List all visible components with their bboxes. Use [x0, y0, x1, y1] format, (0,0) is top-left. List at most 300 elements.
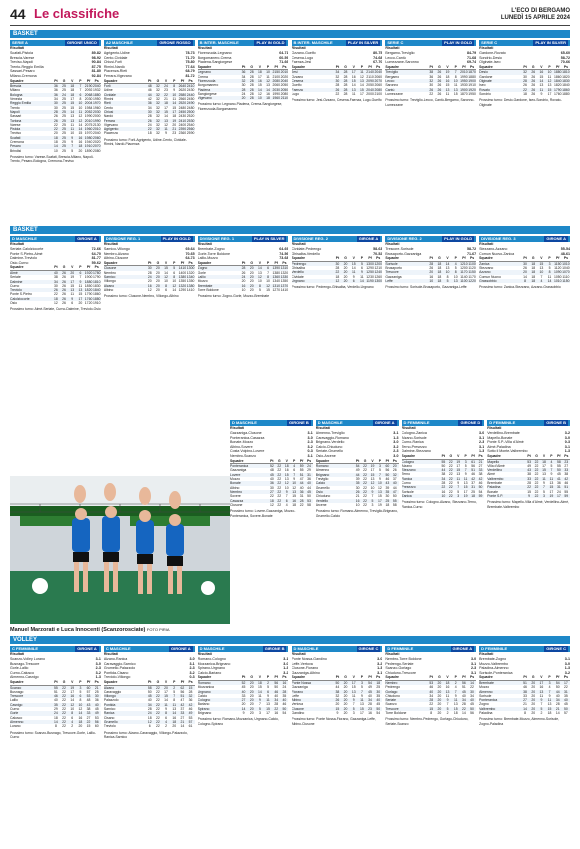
table-cell: 20	[343, 685, 348, 690]
table-cell: 46	[523, 685, 527, 690]
column-header: G	[438, 675, 441, 680]
column-header: Pt	[429, 256, 433, 261]
table-cell: 29	[307, 468, 311, 473]
table-cell: Calcio	[315, 481, 326, 486]
table-cell: 1920	[84, 270, 93, 275]
table-cell: Grassobbio	[479, 278, 497, 283]
table-cell: 2040	[92, 84, 101, 89]
table-cell: 45	[470, 702, 474, 707]
match-score: 70-52	[373, 251, 383, 256]
table-cell: 18	[292, 502, 297, 507]
table-cell: 22	[277, 472, 282, 477]
table-cell: 46	[471, 472, 475, 477]
table-cell: 2410	[186, 84, 195, 89]
table-cell: 33	[180, 711, 185, 716]
table-cell: 13	[360, 702, 364, 707]
table-cell: 22	[62, 698, 66, 703]
table-cell: 30	[53, 105, 58, 110]
table-cell: 22	[527, 485, 531, 490]
table-cell: 18	[53, 715, 58, 720]
column-header: G	[250, 64, 254, 69]
table-cell: 2020	[280, 74, 289, 79]
column-header: G	[250, 675, 254, 680]
table-cell: 26	[392, 468, 397, 473]
publication-info	[501, 8, 570, 22]
match-score: 3-1	[307, 431, 313, 435]
match-score: 3-1	[479, 444, 485, 449]
table-cell: 43	[527, 468, 531, 473]
table-cell: 8	[71, 711, 74, 716]
table-cell: Rimini	[103, 97, 114, 102]
table-cell: 1850	[84, 283, 93, 288]
table-cell: 5	[71, 148, 74, 153]
table-cell: 12	[172, 283, 177, 288]
table-cell: 5	[173, 689, 176, 694]
table-cell: 2110	[366, 74, 374, 79]
match-score: 3-1	[470, 661, 477, 666]
table-cell: 26	[437, 87, 442, 92]
column-header: G	[531, 256, 535, 261]
table-cell: 6	[165, 287, 167, 292]
table-row	[479, 92, 570, 96]
table-cell: 20	[392, 464, 397, 469]
table-row	[479, 711, 570, 715]
table-cell: 22	[155, 685, 160, 690]
table-cell: 1990	[272, 91, 280, 96]
table-cell: 36	[53, 92, 58, 97]
table-cell: 1790	[92, 275, 101, 280]
column-header: Ps	[94, 679, 99, 684]
standings-block	[479, 40, 570, 224]
table-cell: 18	[542, 459, 546, 464]
table-cell: 45	[564, 702, 568, 707]
table-cell: 9	[360, 270, 363, 275]
column-header: Pt	[527, 453, 531, 458]
table-cell: 1810	[562, 70, 570, 75]
table-cell: 5	[454, 266, 457, 271]
column-header: Squadre	[10, 265, 24, 270]
table-cell: 1150	[554, 261, 562, 266]
table-cell: 4	[165, 719, 167, 724]
table-cell: 35	[355, 481, 360, 486]
table-cell: 1350	[280, 279, 289, 284]
column-header: Pt	[335, 675, 340, 680]
table-cell: Scafati	[10, 135, 21, 140]
table-cell: 14	[70, 698, 75, 703]
table-cell: 36	[94, 698, 99, 703]
table-cell: 22	[164, 92, 168, 97]
table-cell: 12	[147, 719, 152, 724]
match-score: 3-2	[307, 444, 313, 449]
table-cell: 54	[478, 489, 483, 494]
table-cell: Ponte S.Pietro	[10, 292, 32, 297]
table-cell: 22	[53, 122, 58, 127]
table-cell: 22	[155, 719, 160, 724]
table-cell: 50	[564, 706, 568, 711]
table-cell: 19	[172, 118, 177, 123]
match-score: 2-3	[307, 440, 313, 445]
table-cell: 13	[70, 118, 75, 123]
table-cell: 16	[147, 283, 152, 288]
table-cell: 33	[527, 476, 531, 481]
table-cell: 15	[78, 292, 83, 297]
table-cell: 46	[478, 481, 483, 486]
table-cell: 18	[445, 74, 450, 79]
table-cell: 11	[351, 91, 356, 96]
column-header: V	[352, 675, 355, 680]
table-cell: 50	[307, 494, 311, 499]
table-cell: 1790	[553, 87, 562, 92]
table-cell: Ozzano	[291, 74, 304, 79]
table-cell: 45	[269, 472, 274, 477]
match-score: 3-1	[470, 670, 477, 675]
match-teams: Curno-Calusco	[10, 670, 34, 675]
table-cell: 2560	[178, 97, 187, 102]
column-header: G	[156, 679, 160, 684]
table-cell: Varese	[10, 122, 21, 127]
standings-block	[292, 40, 383, 224]
table-cell: 24	[282, 685, 287, 690]
table-cell: 46	[188, 707, 193, 712]
table-cell: 14	[523, 706, 527, 711]
table-cell: 57	[564, 711, 568, 716]
match-score: 84-79	[466, 51, 477, 55]
table-cell: 46	[429, 685, 434, 690]
table-cell: 31	[307, 472, 311, 477]
match-teams: Ponte S.Pietro-Almè	[10, 251, 43, 256]
table-cell: 34	[555, 698, 560, 703]
column-header: Squadre	[197, 675, 212, 680]
table-cell: 24	[164, 84, 168, 89]
table-cell: Valbrembo	[487, 476, 504, 481]
match-score: 3-0	[95, 661, 101, 666]
table-cell: 6	[267, 689, 269, 694]
table-cell: 28	[343, 87, 348, 92]
table-cell: 7	[79, 275, 82, 280]
results-label: Risultati	[103, 242, 119, 246]
block-tag: GIRONE B	[264, 646, 285, 651]
match-teams: Piacenza-Rieti	[103, 69, 127, 74]
table-cell: 32	[335, 74, 340, 79]
table-cell: 2540	[186, 122, 195, 127]
results-label: Risultati	[103, 652, 119, 656]
match-score: 3-2	[564, 431, 570, 435]
table-cell: 20	[437, 698, 442, 703]
table-cell: 1350	[186, 279, 195, 284]
table-cell: 1410	[178, 266, 187, 271]
table-cell: 2092	[84, 88, 93, 93]
page-header	[10, 6, 570, 26]
table-cell: 17	[463, 489, 468, 494]
table-cell: Grumello	[103, 719, 118, 724]
table-cell: 15	[86, 724, 91, 729]
table-cell: Alzano	[103, 685, 115, 690]
match-score: 2-3	[189, 666, 195, 671]
table-cell: 30	[94, 694, 99, 699]
table-cell: 46	[274, 689, 279, 694]
column-header: Ps	[188, 78, 193, 83]
table-cell: Treviglio	[315, 477, 329, 482]
table-cell: 22	[363, 472, 367, 477]
table-cell: 20	[343, 266, 348, 271]
table-cell: 44	[441, 468, 446, 473]
column-header: Pf	[299, 458, 304, 463]
table-cell: Tortona	[10, 118, 22, 123]
table-cell: 18	[437, 270, 442, 275]
table-cell: Valbrembo	[479, 706, 496, 711]
table-row	[10, 149, 101, 153]
table-cell: 6	[285, 498, 288, 503]
table-cell: Brindisi	[10, 148, 22, 153]
table-cell: 27	[478, 463, 483, 468]
table-cell: 11	[542, 476, 546, 481]
column-header: Squadre	[487, 453, 501, 458]
column-header: P	[464, 453, 467, 458]
table-cell: 50	[441, 463, 446, 468]
table-cell: 15	[547, 706, 552, 711]
table-cell: 26	[62, 275, 66, 280]
match-teams: Cividate-Pedrengo	[291, 247, 322, 251]
table-cell: 3	[360, 680, 363, 685]
table-cell: 61	[188, 724, 193, 729]
table-cell: 26	[531, 83, 536, 88]
table-cell: 14	[164, 270, 168, 275]
table-cell: Almè	[487, 472, 495, 477]
column-header: V	[164, 78, 168, 83]
standings-block	[385, 236, 476, 416]
table-cell: 17	[547, 91, 552, 96]
table-cell: 32	[155, 101, 160, 106]
match-score: 2-3	[470, 666, 477, 671]
table-cell: 5	[550, 463, 553, 468]
table-cell: 11	[172, 702, 176, 707]
match-teams: Ferrara-Vigevano	[103, 73, 132, 78]
column-header: V	[164, 679, 168, 684]
block-title: D MASCHILE	[232, 420, 257, 425]
table-cell: 9	[543, 481, 545, 486]
table-cell: 22	[448, 489, 453, 494]
table-cell: 26	[531, 74, 536, 79]
table-cell: 20	[164, 685, 168, 690]
table-cell: 23	[172, 131, 177, 136]
table-cell: 17	[257, 74, 262, 79]
table-cell: 2010	[280, 70, 289, 75]
table-cell: 19	[463, 493, 468, 498]
table-cell: 19	[549, 493, 554, 498]
standings-table	[198, 681, 289, 715]
column-header: P	[266, 64, 270, 69]
table-cell: 22	[523, 87, 527, 92]
table-row	[487, 494, 570, 498]
table-cell: 1010	[553, 278, 562, 283]
match-score: 3-0	[393, 440, 399, 445]
table-cell: Alzano	[401, 463, 412, 468]
table-cell: 35	[282, 693, 287, 698]
table-cell: 32	[155, 92, 160, 97]
block-title: C MASCHILE	[105, 646, 131, 651]
match-teams: Bergamo-Treviglio	[385, 51, 415, 55]
table-cell: Treviglio	[385, 70, 399, 75]
section-volley: VOLLEY	[10, 636, 570, 644]
table-cell: 1860	[92, 292, 101, 297]
table-cell: 20	[241, 702, 246, 707]
table-cell: 1820	[562, 74, 570, 79]
table-cell: Urgnano	[291, 278, 305, 283]
table-cell: 1900	[468, 78, 476, 83]
table-cell: 20	[531, 680, 536, 685]
table-cell: 3	[457, 493, 460, 498]
table-cell: 1780	[92, 270, 101, 275]
volleyball-photo-image	[10, 476, 230, 624]
column-header: G	[344, 256, 347, 261]
column-header: P	[173, 679, 176, 684]
standings-table	[385, 681, 476, 715]
column-header: Squadre	[103, 260, 118, 265]
table-cell: 1830	[562, 78, 570, 83]
table-cell: 22	[448, 459, 453, 464]
table-cell: 50	[385, 472, 390, 477]
table-cell: 14	[257, 87, 262, 92]
table-cell: Dalmine	[10, 279, 23, 284]
table-cell: 1880	[92, 296, 101, 301]
column-header: Pt	[54, 78, 58, 83]
table-cell: 36	[53, 84, 58, 89]
table-cell: 28	[368, 702, 372, 707]
table-cell: Rieti	[103, 101, 111, 106]
table-cell: 50	[392, 494, 397, 499]
table-cell: 44	[307, 485, 311, 490]
block-tag: GIRONE C	[546, 646, 566, 651]
table-cell: 18	[437, 278, 442, 283]
table-cell: 34	[147, 702, 152, 707]
table-cell: 50	[274, 685, 279, 690]
table-cell: 28	[241, 266, 246, 271]
table-cell: 49	[188, 711, 193, 716]
column-header: V	[446, 256, 449, 261]
table-cell: 12	[257, 91, 262, 96]
table-cell: Busnago	[10, 689, 24, 694]
table-cell: 20	[343, 274, 348, 279]
column-header: Ps	[282, 64, 287, 69]
table-cell: 16	[539, 70, 544, 75]
table-cell: 2530	[186, 118, 195, 123]
table-cell: Lovere	[230, 472, 241, 477]
table-cell: 2450	[178, 109, 187, 114]
table-cell: 15	[351, 78, 356, 83]
table-cell: 40	[307, 481, 311, 486]
column-header: Pf	[462, 675, 466, 680]
table-cell: 22	[62, 715, 66, 720]
table-cell: 18	[53, 135, 58, 140]
table-cell: 13	[378, 489, 382, 494]
table-cell: 40	[53, 698, 58, 703]
match-score: 58-63	[373, 247, 383, 251]
column-header: Squadre	[401, 453, 416, 458]
table-cell: 11	[351, 270, 356, 275]
match-teams: Pontida-Cisano	[103, 670, 129, 675]
table-cell: 8	[165, 283, 167, 288]
table-cell: 2360	[178, 131, 187, 136]
next-round: Prossimo turno: Zogno-Gorle, Mozzo-Brembate	[197, 294, 270, 299]
table-cell: 45	[462, 689, 466, 694]
table-cell: Gazzaniga	[291, 685, 308, 690]
table-cell: 14	[172, 101, 177, 106]
match-teams: Nembro-Torre Boldone	[385, 657, 422, 661]
table-cell: Cisano	[103, 715, 115, 720]
table-cell: 51	[462, 685, 466, 690]
match-teams: Calcio-Chiuduno	[315, 444, 343, 449]
table-cell: 26	[62, 270, 66, 275]
match-teams: Nembro-Alzano	[103, 251, 129, 256]
column-header: Ps	[376, 256, 381, 261]
match-teams: Milano-Cremona	[10, 73, 37, 78]
table-cell: 12	[547, 78, 552, 83]
table-cell: 28	[241, 87, 246, 92]
column-header: P	[454, 675, 457, 680]
table-cell: 56	[180, 689, 185, 694]
table-cell: 22	[62, 724, 66, 729]
table-cell: 20	[78, 148, 83, 153]
table-cell: 2030	[272, 87, 280, 92]
table-cell: 27	[241, 698, 246, 703]
match-teams: Ghisalba-Verdello	[291, 251, 320, 256]
match-score: 3-0	[564, 435, 570, 440]
table-cell: 10	[284, 485, 289, 490]
column-header: Ps	[376, 675, 381, 680]
match-teams: Cologno-Zanica	[401, 431, 427, 435]
table-cell: 2080	[374, 87, 383, 92]
table-cell: 13	[453, 278, 458, 283]
column-header: Pf	[462, 256, 466, 261]
table-cell: 2060	[272, 83, 280, 88]
results-label: Risultati	[479, 242, 494, 246]
table-cell: 22	[62, 689, 66, 694]
table-row	[385, 92, 476, 96]
match-teams: Treviso-Napoli	[10, 60, 34, 65]
table-cell: 22	[363, 481, 367, 486]
standings-block	[479, 646, 570, 844]
table-cell: 14	[351, 266, 356, 271]
table-cell: 1240	[374, 270, 383, 275]
column-header: Pf	[557, 453, 561, 458]
block-tag: PLAY IN SILVER	[253, 236, 285, 241]
table-cell: 17	[564, 680, 568, 685]
table-cell: 32	[155, 127, 160, 132]
table-cell: 11	[453, 698, 458, 703]
table-cell: 22	[277, 477, 282, 482]
table-cell: 7	[360, 689, 363, 694]
table-cell: 37	[180, 707, 185, 712]
match-score: 3-1	[564, 444, 570, 449]
table-cell: 7	[293, 472, 296, 477]
standings-table	[198, 70, 289, 100]
table-cell: 2	[454, 680, 457, 685]
next-round: Prossimo turno: Lovere-Gazzaniga, Mozzo-Ponteranica, Sovere-Bonate	[230, 509, 296, 518]
table-cell: Cividale	[103, 92, 116, 97]
table-cell: 9	[173, 88, 176, 93]
table-cell: 40	[368, 693, 372, 698]
table-cell: 16	[70, 694, 75, 699]
table-cell: 18	[445, 680, 450, 685]
column-header: V	[258, 260, 262, 265]
table-cell: 24	[53, 711, 58, 716]
block-title: D MASCHILE	[293, 646, 319, 651]
table-cell: 21	[164, 97, 168, 102]
table-cell: 40	[94, 702, 99, 707]
table-cell: Chiusi	[103, 109, 114, 114]
table-cell: 20	[249, 702, 254, 707]
table-cell: 2430	[178, 114, 187, 119]
